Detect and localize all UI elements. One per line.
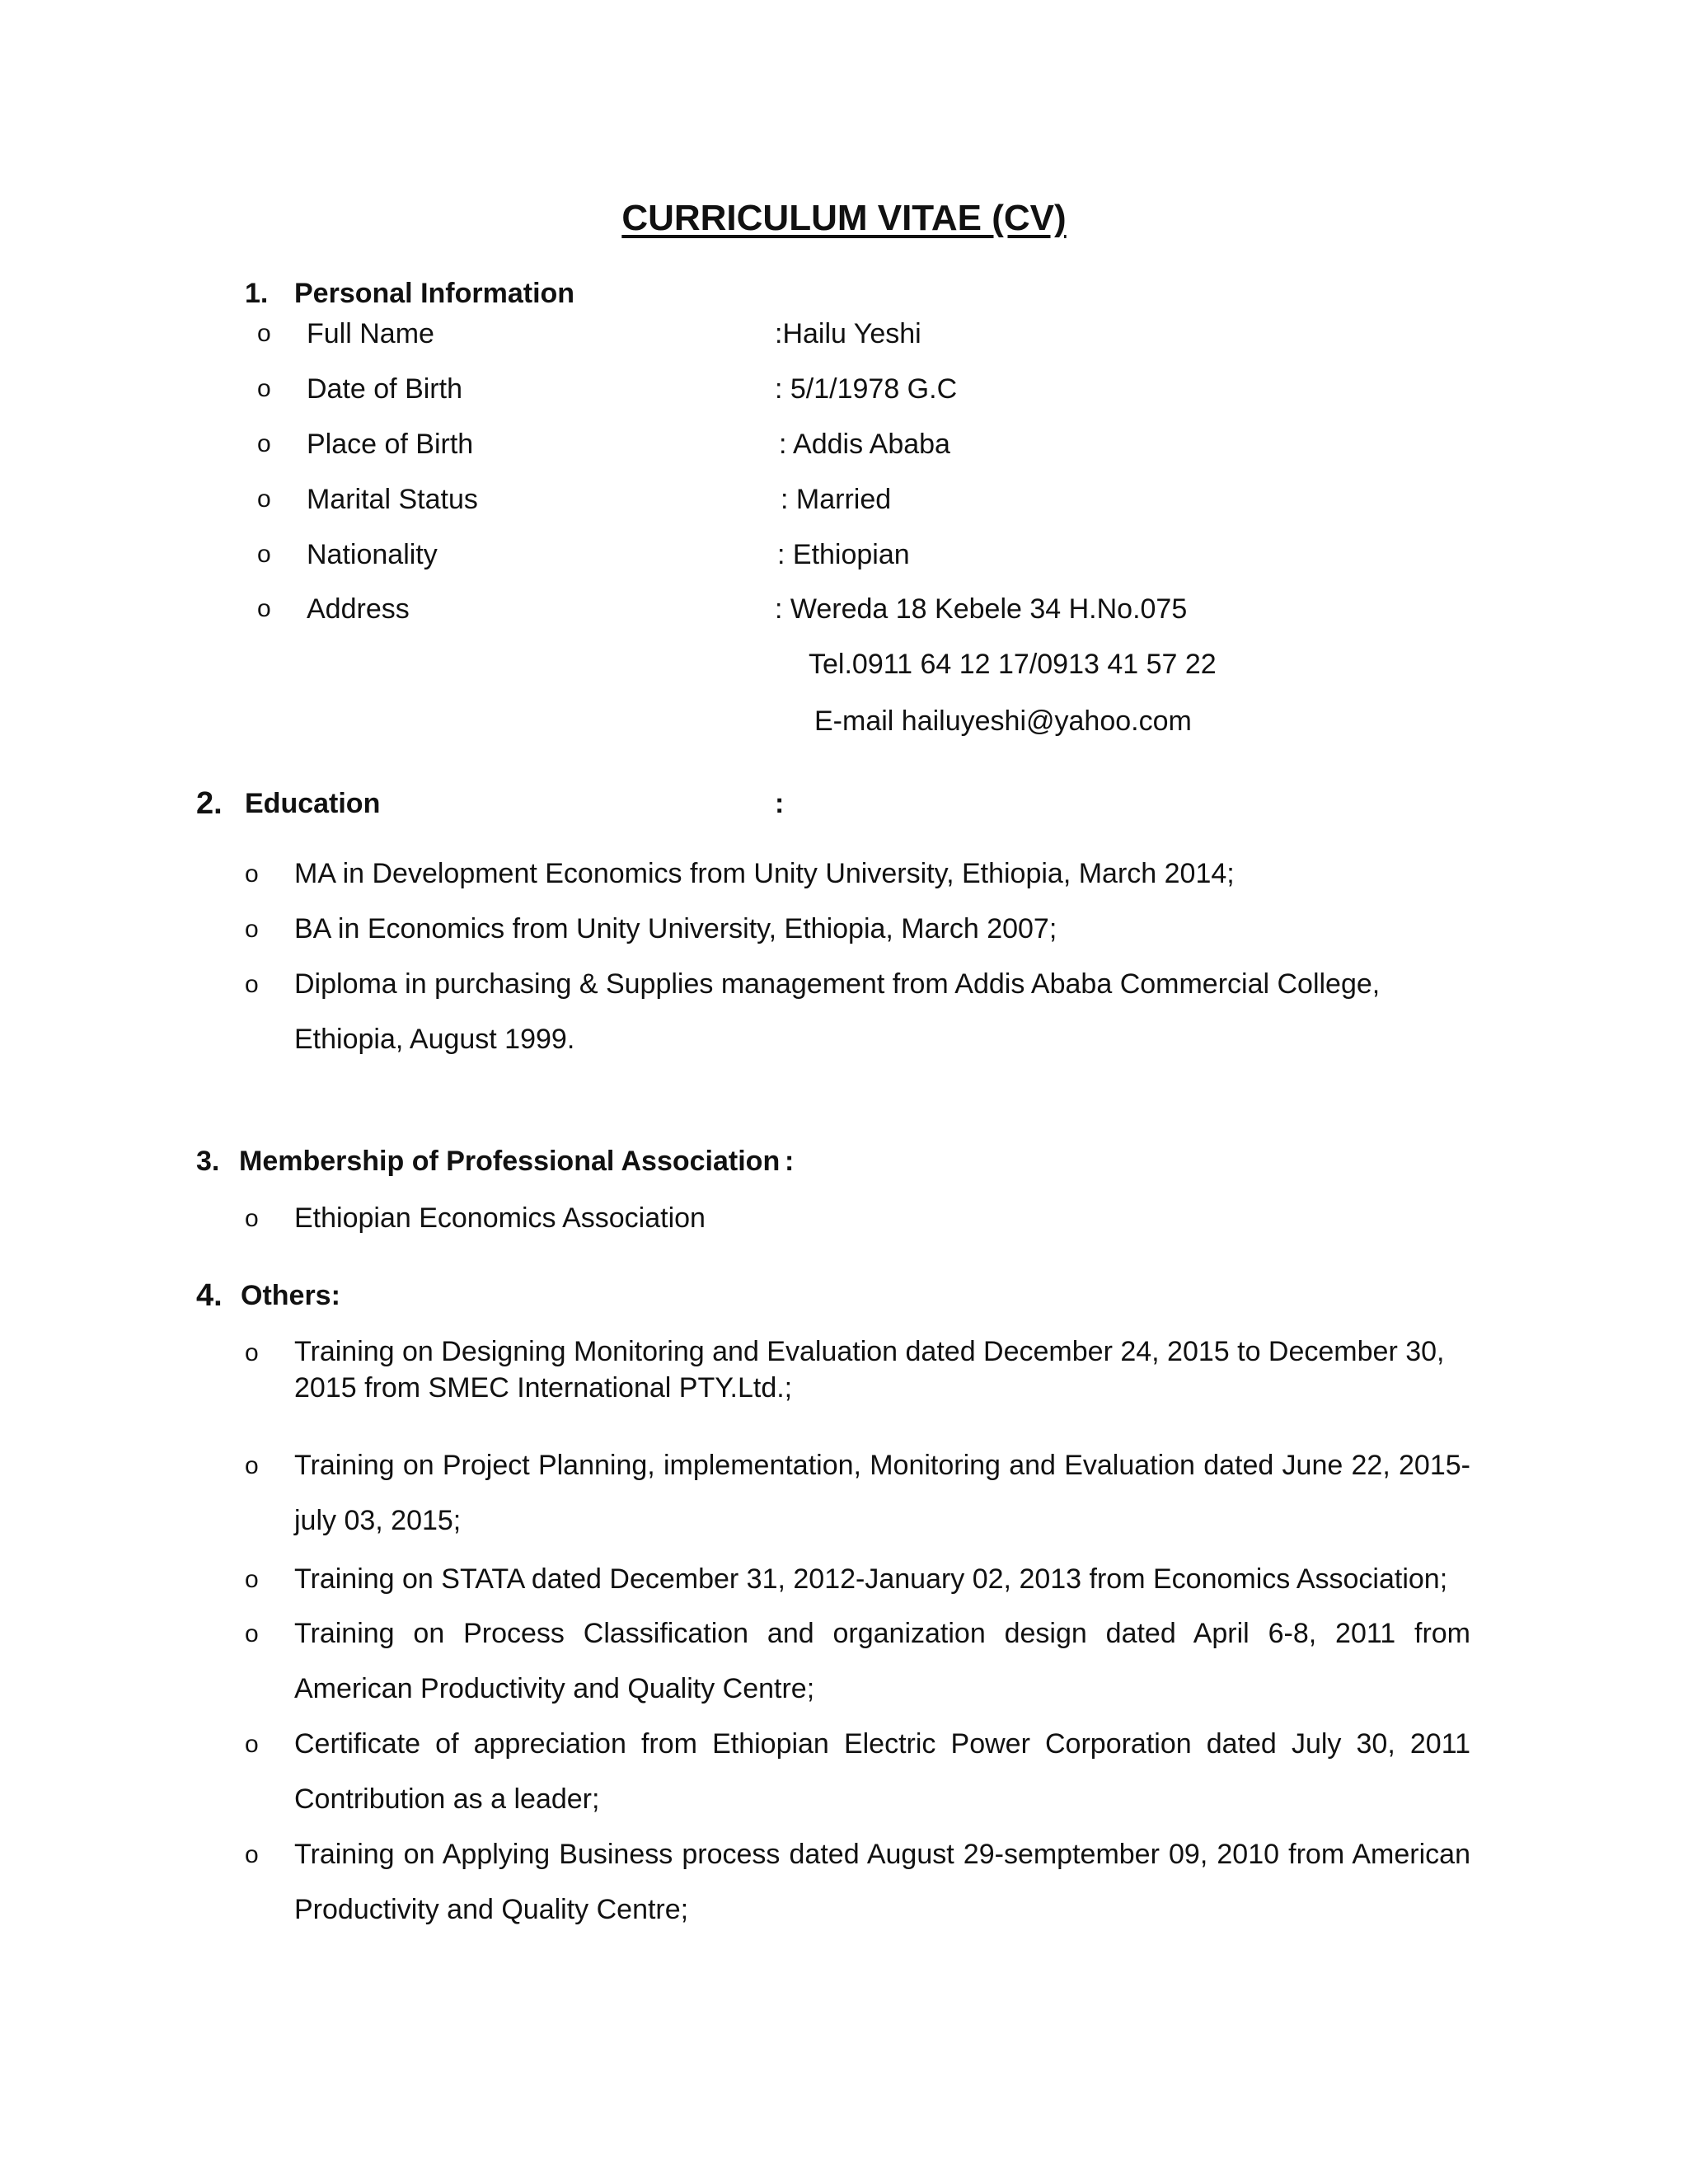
field-value-address: : Wereda 18 Kebele 34 H.No.075 (775, 593, 1188, 625)
education-item: BA in Economics from Unity University, Ethiopia, March 2007; (294, 913, 1057, 944)
section-heading-education: Education (245, 788, 381, 819)
field-value-full-name: :Hailu Yeshi (775, 318, 921, 349)
education-item: Diploma in purchasing & Supplies management from Addis Ababa Commercial College, Ethiopia, August 1999. (294, 968, 1381, 1055)
field-value-nationality: : Ethiopian (777, 539, 910, 570)
others-item: Training on Project Planning, implementation, Monitoring and Evaluation dated June 22, 2015-july 03, 2015; (294, 1450, 1470, 1536)
field-value-date-of-birth: : 5/1/1978 G.C (775, 373, 958, 405)
section-number-personal: 1. (245, 278, 269, 309)
section-heading-others: Others: (241, 1280, 340, 1311)
bullet: o (257, 485, 271, 513)
section-colon: : (775, 788, 785, 819)
field-value-place-of-birth: : Addis Ababa (779, 429, 950, 460)
field-label-full-name: Full Name (307, 318, 434, 349)
bullet: o (245, 1841, 259, 1868)
bullet: o (257, 595, 271, 622)
section-number-education: 2. (196, 786, 223, 821)
bullet: o (257, 541, 271, 568)
bullet: o (257, 320, 271, 347)
bullet: o (245, 916, 259, 943)
bullet: o (245, 1620, 259, 1647)
bullet: o (245, 1205, 259, 1232)
field-value-telephone: Tel.0911 64 12 17/0913 41 57 22 (809, 649, 1217, 680)
section-heading-membership: Membership of Professional Association (239, 1146, 781, 1177)
bullet: o (257, 430, 271, 457)
others-item: Training on Designing Monitoring and Evaluation dated December 24, 2015 to December 30, 2015 from SMEC International PTY.Ltd.; (294, 1336, 1445, 1404)
others-item: Training on Process Classification and organization design dated April 6-8, 2011 from American Productivity and Quality Centre; (294, 1618, 1470, 1704)
others-item: Training on Applying Business process dated August 29-semptember 09, 2010 from American Productivity and Quality Centre; (294, 1839, 1470, 1925)
field-label-place-of-birth: Place of Birth (307, 429, 474, 460)
bullet: o (245, 1452, 259, 1479)
bullet: o (245, 1339, 259, 1366)
bullet: o (245, 1566, 259, 1593)
section-number-others: 4. (196, 1278, 223, 1313)
others-item: Training on STATA dated December 31, 2012-January 02, 2013 from Economics Association; (294, 1563, 1448, 1595)
section-heading-personal: Personal Information (294, 278, 575, 309)
bullet: o (245, 1731, 259, 1758)
bullet: o (257, 375, 271, 402)
bullet: o (245, 971, 259, 998)
field-label-marital-status: Marital Status (307, 484, 478, 515)
education-item: MA in Development Economics from Unity University, Ethiopia, March 2014; (294, 858, 1235, 889)
section-colon: : (785, 1146, 795, 1177)
field-label-address: Address (307, 593, 410, 625)
field-value-email: E-mail hailuyeshi@yahoo.com (814, 705, 1192, 737)
section-number-membership: 3. (196, 1146, 220, 1177)
field-label-nationality: Nationality (307, 539, 438, 570)
document-title: CURRICULUM VITAE (CV) (621, 198, 1067, 238)
bullet: o (245, 860, 259, 888)
membership-item: Ethiopian Economics Association (294, 1202, 706, 1234)
field-label-date-of-birth: Date of Birth (307, 373, 462, 405)
field-value-marital-status: : Married (781, 484, 892, 515)
others-item: Certificate of appreciation from Ethiopian Electric Power Corporation dated July 30, 2011 Contribution as a leader; (294, 1728, 1470, 1815)
